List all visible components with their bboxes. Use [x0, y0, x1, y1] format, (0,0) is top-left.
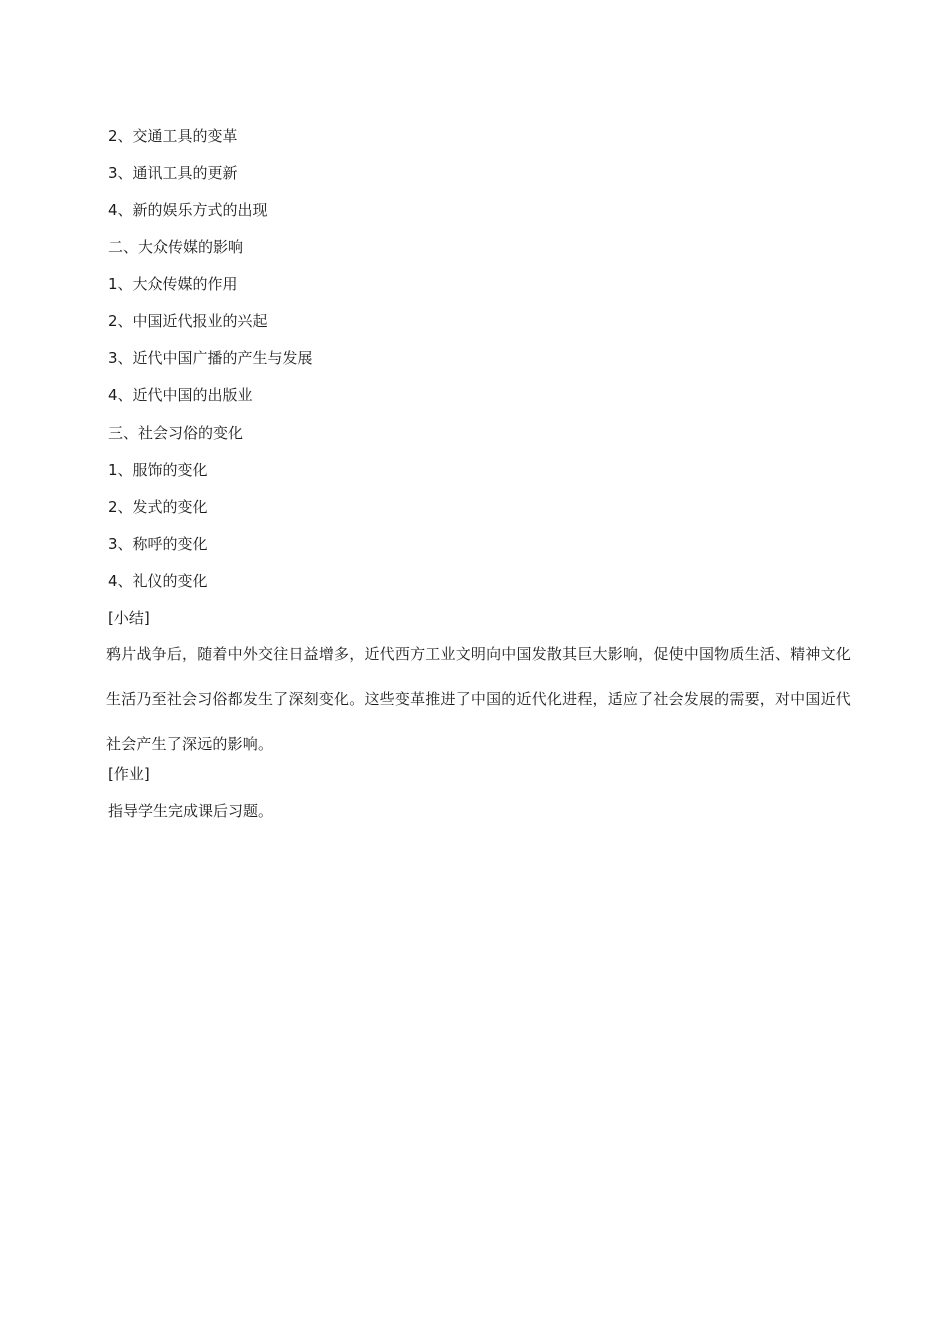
outline-item: 1、服饰的变化: [108, 461, 208, 479]
outline-item: 2、交通工具的变革: [108, 127, 238, 145]
outline-item: 2、发式的变化: [108, 498, 208, 516]
outline-item: 3、通讯工具的更新: [108, 164, 238, 182]
summary-heading: [小结]: [108, 609, 150, 627]
section-heading: 二、大众传媒的影响: [108, 238, 244, 256]
outline-item: 4、新的娱乐方式的出现: [108, 201, 268, 219]
outline-item: 2、中国近代报业的兴起: [108, 312, 268, 330]
outline-item: 3、称呼的变化: [108, 535, 208, 553]
outline-item: 1、大众传媒的作用: [108, 275, 238, 293]
homework-text: 指导学生完成课后习题。: [108, 802, 274, 820]
outline-item: 4、近代中国的出版业: [108, 386, 253, 404]
homework-heading: [作业]: [108, 765, 150, 783]
summary-paragraph: 鸦片战争后，随着中外交往日益增多，近代西方工业文明向中国发散其巨大影响，促使中国物质生活、精神文化生活乃至社会习俗都发生了深刻变化。这些变革推进了中国的近代化进程，适应了社会发展的需要，对中国近代社会产生了深远的影响。: [106, 645, 851, 753]
outline-item: 4、礼仪的变化: [108, 572, 208, 590]
outline-item: 3、近代中国广播的产生与发展: [108, 349, 313, 367]
section-heading: 三、社会习俗的变化: [108, 424, 244, 442]
